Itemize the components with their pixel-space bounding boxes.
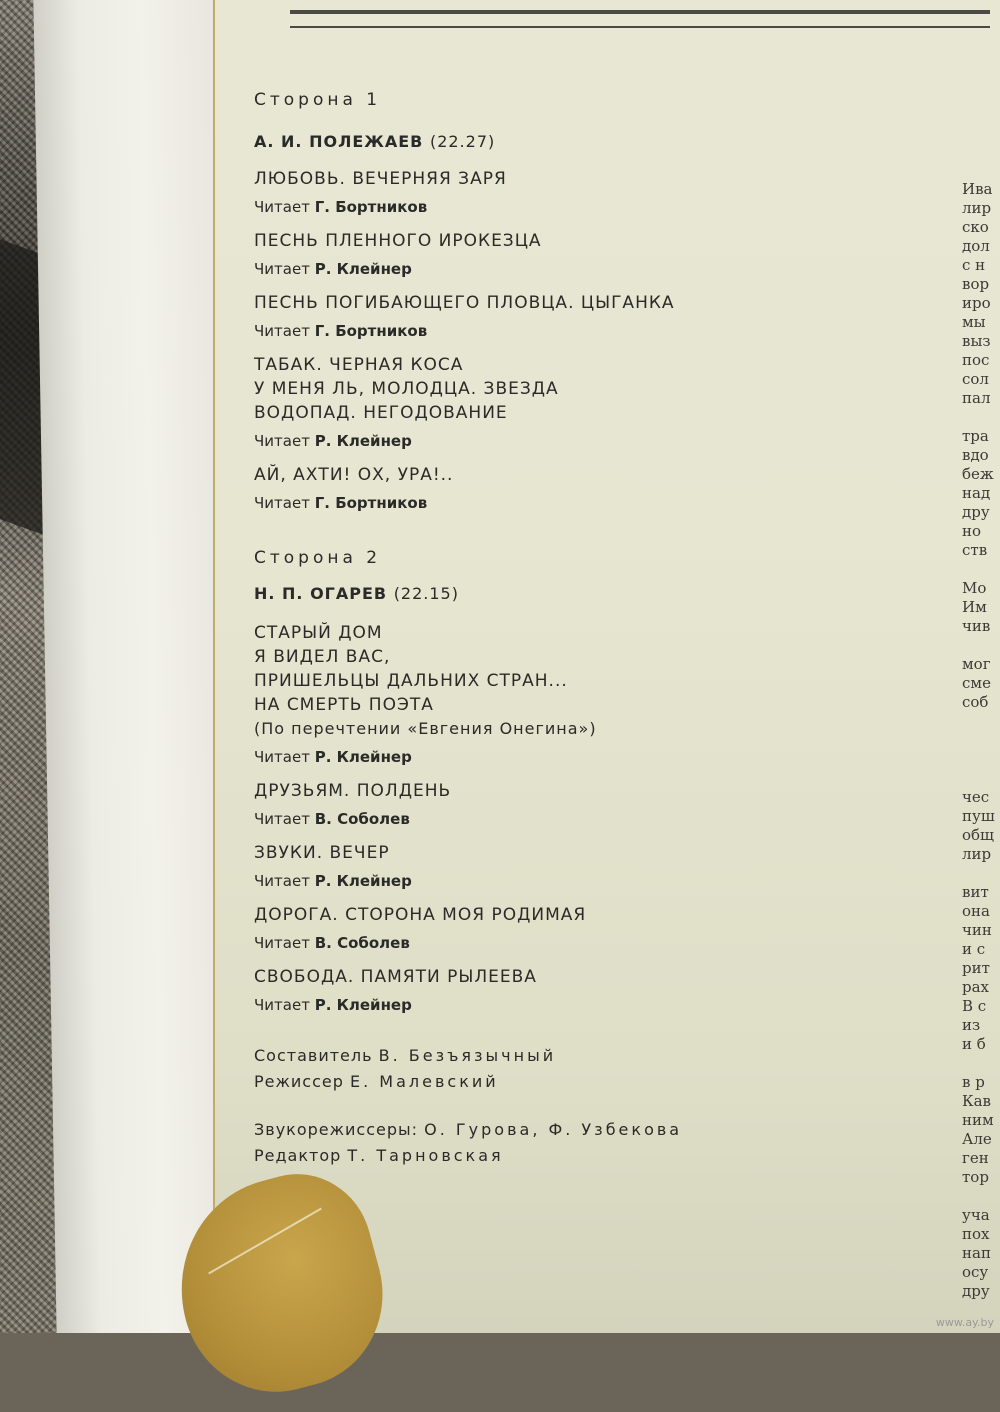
adjacent-column-line: уча bbox=[962, 1206, 990, 1224]
adjacent-column-line bbox=[962, 560, 1000, 579]
track-entry bbox=[254, 903, 894, 955]
adjacent-column-line: лир bbox=[962, 199, 992, 217]
sleeve-edge bbox=[33, 0, 236, 1333]
adjacent-column-line: чин bbox=[962, 921, 992, 939]
track-reader bbox=[254, 319, 894, 343]
track-entry bbox=[254, 167, 894, 219]
adjacent-column-line bbox=[962, 712, 1000, 731]
track-entry bbox=[254, 621, 894, 769]
reader-prefix: Читает bbox=[254, 748, 310, 766]
side-2-author: Н. П. ОГАРЕВ (22.15) bbox=[254, 584, 459, 603]
track-reader bbox=[254, 807, 894, 831]
adjacent-column-line bbox=[962, 731, 1000, 750]
adjacent-column-line bbox=[962, 769, 1000, 788]
adjacent-column-line: осу bbox=[962, 1263, 989, 1281]
adjacent-column-line: ств bbox=[962, 541, 988, 559]
adjacent-column-line: в р bbox=[962, 1073, 985, 1091]
adjacent-column-line: нап bbox=[962, 1244, 991, 1262]
adjacent-column-line: ско bbox=[962, 218, 989, 236]
track-title: СВОБОДА. ПАМЯТИ РЫЛЕЕВА bbox=[254, 967, 537, 987]
track-entry bbox=[254, 291, 894, 343]
track-title: ВОДОПАД. НЕГОДОВАНИЕ bbox=[254, 403, 508, 423]
track-title: ПЕСНЬ ПОГИБАЮЩЕГО ПЛОВЦА. ЦЫГАНКА bbox=[254, 293, 675, 313]
reader-name: Р. Клейнер bbox=[314, 260, 412, 278]
adjacent-column-line bbox=[962, 408, 1000, 427]
adjacent-column-line: мог bbox=[962, 655, 991, 673]
adjacent-column-line: тра bbox=[962, 427, 989, 445]
track-title: ПРИШЕЛЬЦЫ ДАЛЬНИХ СТРАН... bbox=[254, 671, 568, 691]
track-reader bbox=[254, 993, 894, 1017]
reader-prefix: Читает bbox=[254, 872, 310, 890]
adjacent-column-line: тор bbox=[962, 1168, 989, 1186]
track-reader bbox=[254, 491, 894, 515]
track-entry bbox=[254, 965, 894, 1017]
reader-name: Г. Бортников bbox=[314, 494, 428, 512]
adjacent-column-line bbox=[962, 750, 1000, 769]
reader-name: Г. Бортников bbox=[314, 198, 428, 216]
track-title: АЙ, АХТИ! ОХ, УРА!.. bbox=[254, 465, 454, 485]
adjacent-column-line: чив bbox=[962, 617, 991, 635]
adjacent-column-line: вдо bbox=[962, 446, 989, 464]
adjacent-column-line: В с bbox=[962, 997, 987, 1015]
adjacent-column-line: соб bbox=[962, 693, 989, 711]
adjacent-column-line: беж bbox=[962, 465, 994, 483]
adjacent-column-line: пох bbox=[962, 1225, 990, 1243]
track-title: ЗВУКИ. ВЕЧЕР bbox=[254, 843, 390, 863]
side-1-duration: (22.27) bbox=[429, 132, 496, 151]
adjacent-column-line: Ива bbox=[962, 180, 993, 198]
adjacent-column-line: и с bbox=[962, 940, 986, 958]
adjacent-column-line: чес bbox=[962, 788, 990, 806]
adjacent-column-line: и б bbox=[962, 1035, 986, 1053]
adjacent-column-line: иро bbox=[962, 294, 991, 312]
track-title: ТАБАК. ЧЕРНАЯ КОСА bbox=[254, 355, 464, 375]
adjacent-column-line bbox=[962, 636, 1000, 655]
adjacent-column-line: пуш bbox=[962, 807, 995, 825]
track-entry bbox=[254, 463, 894, 515]
adjacent-column-line: лир bbox=[962, 845, 992, 863]
adjacent-column-line: из bbox=[962, 1016, 981, 1034]
track-title: ПЕСНЬ ПЛЕННОГО ИРОКЕЗЦА bbox=[254, 231, 542, 251]
top-double-rule bbox=[290, 10, 990, 28]
adjacent-column-line: дру bbox=[962, 503, 990, 521]
adjacent-column-line: сме bbox=[962, 674, 991, 692]
adjacent-column-line: Мо bbox=[962, 579, 987, 597]
adjacent-column-line: дол bbox=[962, 237, 990, 255]
reader-name: Р. Клейнер bbox=[314, 872, 412, 890]
reader-prefix: Читает bbox=[254, 934, 310, 952]
adjacent-column-line: рах bbox=[962, 978, 990, 996]
adjacent-column-line: выз bbox=[962, 332, 991, 350]
adjacent-column-line bbox=[962, 1187, 1000, 1206]
watermark: www.ay.by bbox=[935, 1316, 994, 1329]
reader-name: В. Соболев bbox=[314, 810, 410, 828]
track-entry bbox=[254, 841, 894, 893]
adjacent-column-line: Им bbox=[962, 598, 987, 616]
adjacent-column-line: она bbox=[962, 902, 990, 920]
adjacent-column-line: над bbox=[962, 484, 991, 502]
credit-director: Режиссер Е. Малевский bbox=[254, 1072, 499, 1091]
track-title: У МЕНЯ ЛЬ, МОЛОДЦА. ЗВЕЗДА bbox=[254, 379, 559, 399]
credit-compiler: Составитель В. Безъязычный bbox=[254, 1046, 557, 1065]
adjacent-column-line: сол bbox=[962, 370, 989, 388]
track-reader bbox=[254, 429, 894, 453]
adjacent-column-line: с н bbox=[962, 256, 986, 274]
track-title: ДРУЗЬЯМ. ПОЛДЕНЬ bbox=[254, 781, 452, 801]
adjacent-column-line: дру bbox=[962, 1282, 990, 1300]
adjacent-column-line: вор bbox=[962, 275, 990, 293]
reader-name: Р. Клейнер bbox=[314, 748, 412, 766]
track-reader bbox=[254, 869, 894, 893]
reader-prefix: Читает bbox=[254, 322, 310, 340]
track-title: ДОРОГА. СТОРОНА МОЯ РОДИМАЯ bbox=[254, 905, 587, 925]
adjacent-column-line: ген bbox=[962, 1149, 989, 1167]
track-reader bbox=[254, 257, 894, 281]
reader-name: Р. Клейнер bbox=[314, 996, 412, 1014]
adjacent-column-line: вит bbox=[962, 883, 989, 901]
adjacent-column-line: Кав bbox=[962, 1092, 991, 1110]
side-1-tracks bbox=[254, 167, 894, 515]
credits bbox=[254, 1043, 894, 1169]
credit-sound: Звукорежиссеры: О. Гурова, Ф. Узбекова bbox=[254, 1120, 683, 1139]
side-2-tracks bbox=[254, 621, 894, 1017]
track-entry bbox=[254, 229, 894, 281]
adjacent-column-line: но bbox=[962, 522, 982, 540]
reader-name: В. Соболев bbox=[314, 934, 410, 952]
reader-prefix: Читает bbox=[254, 494, 310, 512]
credit-editor: Редактор Т. Тарновская bbox=[254, 1146, 504, 1165]
adjacent-column-line: пал bbox=[962, 389, 991, 407]
adjacent-column-line: ним bbox=[962, 1111, 994, 1129]
reader-prefix: Читает bbox=[254, 260, 310, 278]
track-entry bbox=[254, 779, 894, 831]
adjacent-column-line: Але bbox=[962, 1130, 992, 1148]
side-1-heading: Сторона 1 bbox=[254, 90, 382, 110]
reader-name: Г. Бортников bbox=[314, 322, 428, 340]
adjacent-column-line: рит bbox=[962, 959, 990, 977]
reader-prefix: Читает bbox=[254, 432, 310, 450]
track-title: СТАРЫЙ ДОМ bbox=[254, 623, 383, 643]
track-reader bbox=[254, 195, 894, 219]
side-1-author: А. И. ПОЛЕЖАЕВ (22.27) bbox=[254, 132, 496, 151]
track-reader bbox=[254, 745, 894, 769]
track-subtitle: (По перечтении «Евгения Онегина») bbox=[254, 719, 597, 738]
adjacent-column-line bbox=[962, 1054, 1000, 1073]
reader-prefix: Читает bbox=[254, 198, 310, 216]
adjacent-column-line: общ bbox=[962, 826, 995, 844]
track-reader bbox=[254, 931, 894, 955]
reader-prefix: Читает bbox=[254, 810, 310, 828]
adjacent-column-line bbox=[962, 864, 1000, 883]
side-2-heading: Сторона 2 bbox=[254, 548, 382, 568]
track-title: Я ВИДЕЛ ВАС, bbox=[254, 647, 391, 667]
track-title: НА СМЕРТЬ ПОЭТА bbox=[254, 695, 434, 715]
adjacent-column-text bbox=[962, 180, 1000, 1301]
reader-prefix: Читает bbox=[254, 996, 310, 1014]
side-2-duration: (22.15) bbox=[393, 584, 459, 603]
track-entry bbox=[254, 353, 894, 453]
adjacent-column-line: пос bbox=[962, 351, 990, 369]
track-title: ЛЮБОВЬ. ВЕЧЕРНЯЯ ЗАРЯ bbox=[254, 169, 507, 189]
reader-name: Р. Клейнер bbox=[314, 432, 412, 450]
adjacent-column-line: мы bbox=[962, 313, 986, 331]
track-listing bbox=[254, 85, 894, 1169]
